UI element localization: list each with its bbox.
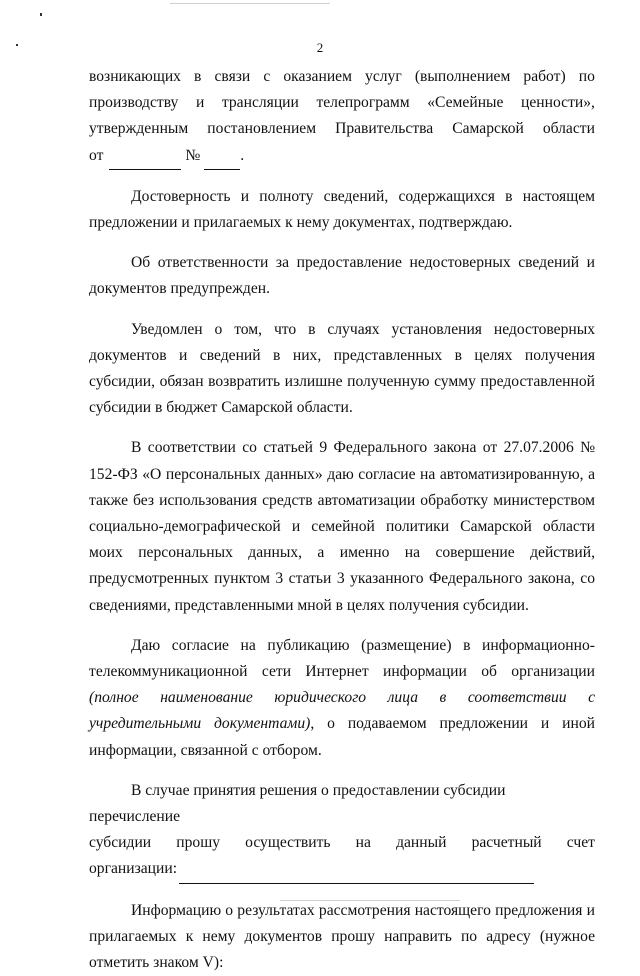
paragraph-continuation bbox=[89, 64, 595, 170]
paragraph-accuracy: Достоверность и полноту сведений, содержащихся в настоящем предложении и прилагаемых к нему документах, подтверждаю. bbox=[89, 187, 595, 232]
text-line: возникающих в связи с оказанием услуг (выполнением работ) по bbox=[89, 68, 595, 85]
date-blank-field[interactable] bbox=[109, 143, 181, 170]
text-line: утвержденным постановлением Правительства Самарской области bbox=[89, 120, 595, 138]
date-number-line: от № . bbox=[89, 143, 595, 170]
italic-note: (полное наименование юридического лица в соответствии с учредительными документами) bbox=[89, 689, 595, 733]
number-blank-field[interactable] bbox=[204, 143, 240, 170]
paragraph-result-address: Информацию о результатах рассмотрения настоящего предложения и прилагаемых к нему документов прошу направить по адресу (нужное отметить знаком V): bbox=[89, 901, 595, 972]
scan-speck bbox=[40, 13, 42, 16]
text-line: субсидии прошу осуществить на данный расчетный счет bbox=[89, 834, 595, 852]
account-blank-field[interactable] bbox=[179, 856, 534, 883]
paragraph-responsibility: Об ответственности за предоставление недостоверных сведений и документов предупрежден. bbox=[89, 254, 595, 298]
account-label: организации: bbox=[89, 860, 178, 878]
page-number: 2 bbox=[316, 40, 324, 55]
date-prefix: от bbox=[89, 146, 104, 164]
document-body bbox=[89, 64, 595, 976]
paragraph-refund-notice: Уведомлен о том, что в случаях установления недостоверных документов и сведений в них, представленных в целях получения субсидии, обязан возвратить излишне полученную сумму предоставленной субсидии в бюджет Самарской области. bbox=[89, 320, 595, 417]
text-line: В случае принятия решения о предоставлении субсидии перечисление bbox=[89, 781, 506, 826]
paragraph-publication-consent: Даю согласие на публикацию (размещение) в информационно-телекоммуникационной сети Интернет информации об организации (полное наименование юридического лица в соответствии с учредительными документами), о подаваемом предложении и иной информации, связанной с отбором. bbox=[89, 636, 595, 759]
paragraph-payment-account bbox=[89, 778, 595, 884]
text-line: производству и трансляции телепрограмм «Семейные ценности», bbox=[89, 94, 595, 112]
account-line bbox=[89, 856, 595, 883]
number-sign: № bbox=[185, 146, 201, 164]
paragraph-personal-data-consent: В соответствии со статьей 9 Федерального закона от 27.07.2006 № 152-ФЗ «О персональных данных» даю согласие на автоматизированную, а также без использования средств автоматизации обработку министерством социально-демографической и семейной политики Самарской области моих персональных данных, а именно на совершение действий, предусмотренных пунктом 3 статьи 3 указанного Федерального закона, со сведениями, представленными мной в целях получения субсидии. bbox=[89, 439, 595, 614]
scan-artifact-bottom bbox=[280, 900, 460, 901]
scan-artifact-top bbox=[170, 3, 330, 4]
